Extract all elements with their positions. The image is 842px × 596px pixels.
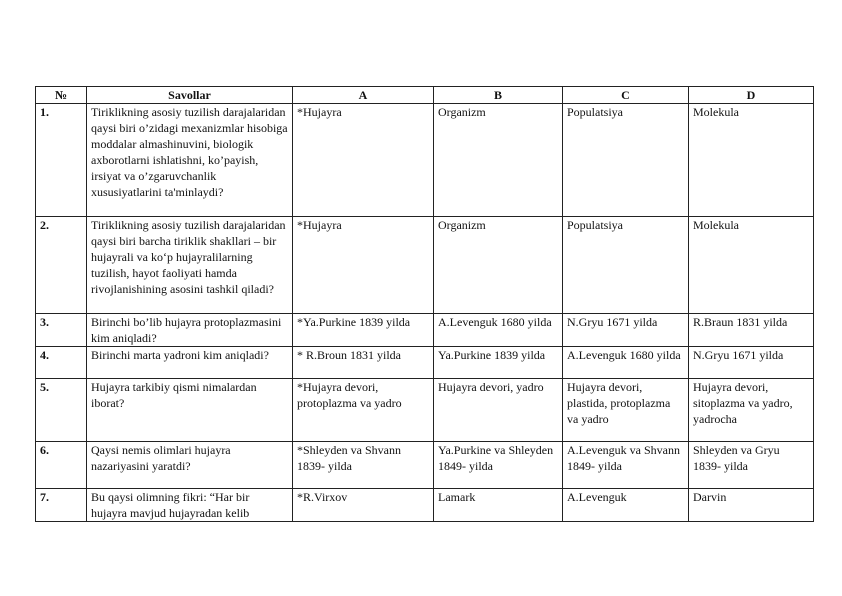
quiz-table [35,86,814,522]
option-c-cell: A.Levenguk [563,489,689,522]
header-option-b: B [434,87,563,104]
option-d-cell: N.Gryu 1671 yilda [689,347,814,379]
option-d-cell: Molekula [689,104,814,217]
question-cell: Tiriklikning asosiy tuzilish darajalaridan qaysi biri o’zidagi mexanizmlar hisobiga moddalar almashinuvini, biologik axborotlarni ishlatishni, ko’payish, irsiyat va o’zgaruvchanlik xususiyatlarini ta'minlaydi? [87,104,293,217]
row-number: 2. [36,217,87,314]
table-row [36,379,814,442]
option-c-cell: A.Levenguk va Shvann 1849- yilda [563,442,689,489]
option-b-cell: Organizm [434,104,563,217]
table-row [36,314,814,347]
question-cell: Birinchi bo’lib hujayra protoplazmasini kim aniqladi? [87,314,293,347]
option-a-cell: *Hujayra [293,104,434,217]
option-b-cell: Organizm [434,217,563,314]
row-number: 3. [36,314,87,347]
table-row [36,104,814,217]
option-b-cell: A.Levenguk 1680 yilda [434,314,563,347]
row-number: 6. [36,442,87,489]
header-option-d: D [689,87,814,104]
header-questions: Savollar [87,87,293,104]
option-a-cell: *Hujayra [293,217,434,314]
option-a-cell: *Shleyden va Shvann 1839- yilda [293,442,434,489]
option-a-cell: *R.Virxov [293,489,434,522]
option-c-cell: N.Gryu 1671 yilda [563,314,689,347]
option-b-cell: Ya.Purkine 1839 yilda [434,347,563,379]
option-d-cell: Darvin [689,489,814,522]
row-number: 4. [36,347,87,379]
option-d-cell: Molekula [689,217,814,314]
option-a-cell: *Ya.Purkine 1839 yilda [293,314,434,347]
question-cell: Hujayra tarkibiy qismi nimalardan iborat? [87,379,293,442]
question-cell: Qaysi nemis olimlari hujayra nazariyasini yaratdi? [87,442,293,489]
row-number: 1. [36,104,87,217]
option-b-cell: Hujayra devori, yadro [434,379,563,442]
question-cell: Bu qaysi olimning fikri: “Har bir hujayra mavjud hujayradan kelib [87,489,293,522]
header-row [36,87,814,104]
option-c-cell: Populatsiya [563,104,689,217]
table-row [36,217,814,314]
header-option-a: A [293,87,434,104]
question-cell: Birinchi marta yadroni kim aniqladi? [87,347,293,379]
question-cell: Tiriklikning asosiy tuzilish darajalaridan qaysi biri barcha tiriklik shakllari – bir hujayrali va ko‘p hujayralilarning tuzilish, hayot faoliyati hamda rivojlanishining asosini tashkil qiladi? [87,217,293,314]
option-c-cell: Populatsiya [563,217,689,314]
option-a-cell: *Hujayra devori, protoplazma va yadro [293,379,434,442]
option-d-cell: Shleyden va Gryu 1839- yilda [689,442,814,489]
table-row [36,347,814,379]
row-number: 7. [36,489,87,522]
table-row [36,489,814,522]
option-d-cell: R.Braun 1831 yilda [689,314,814,347]
option-a-cell: * R.Broun 1831 yilda [293,347,434,379]
option-c-cell: A.Levenguk 1680 yilda [563,347,689,379]
option-d-cell: Hujayra devori, sitoplazma va yadro, yadrocha [689,379,814,442]
row-number: 5. [36,379,87,442]
option-b-cell: Ya.Purkine va Shleyden 1849- yilda [434,442,563,489]
option-c-cell: Hujayra devori, plastida, protoplazma va yadro [563,379,689,442]
header-option-c: C [563,87,689,104]
header-number: № [36,87,87,104]
option-b-cell: Lamark [434,489,563,522]
table-row [36,442,814,489]
